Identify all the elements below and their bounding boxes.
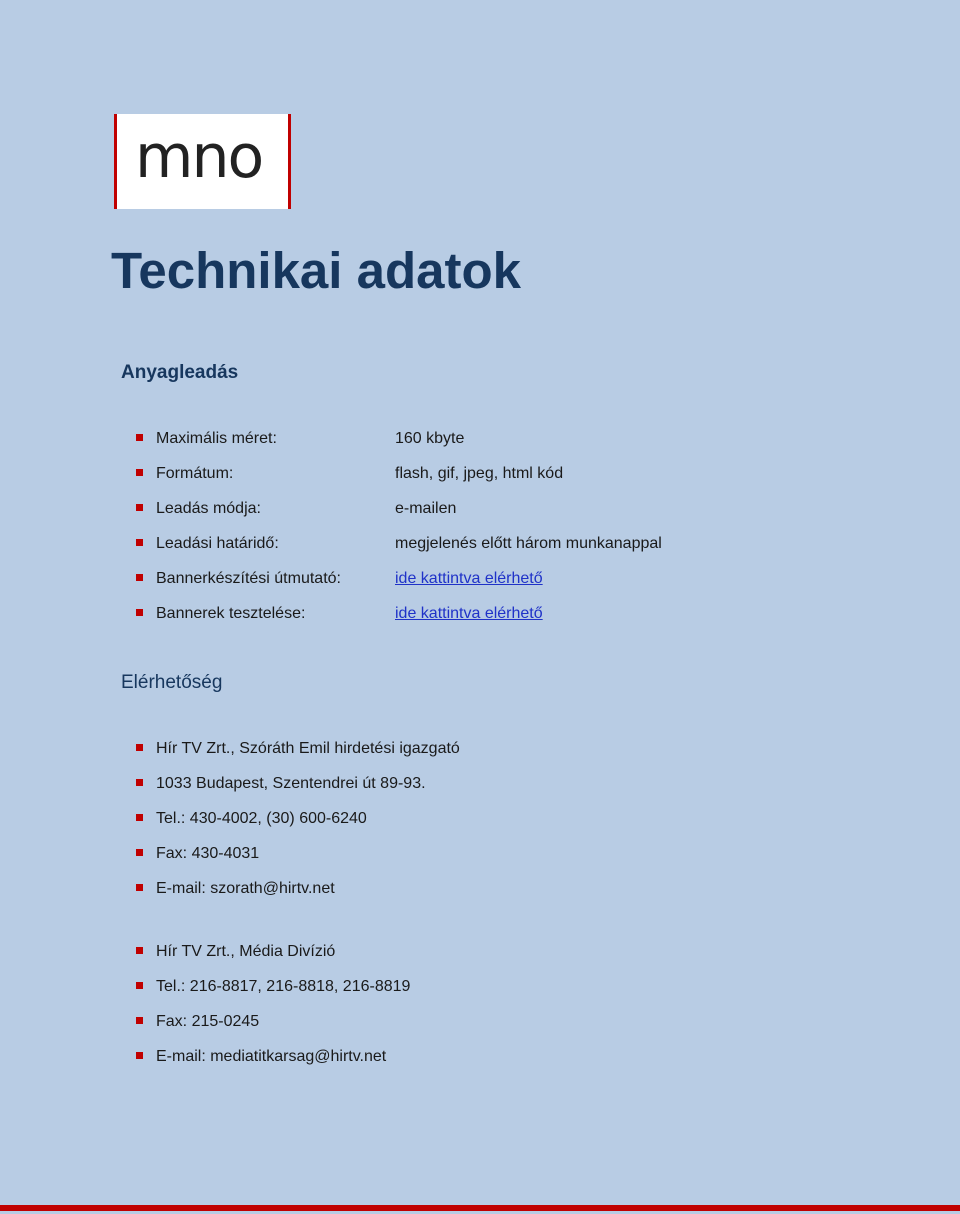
- bullet-icon: [136, 849, 143, 856]
- bullet-icon: [136, 982, 143, 989]
- section-heading-elerhetoseg: Elérhetőség: [121, 672, 223, 693]
- contact-text: Hír TV Zrt., Média Divízió: [156, 943, 336, 960]
- bullet-icon: [136, 744, 143, 751]
- contact-text: Tel.: 430-4002, (30) 600-6240: [156, 810, 367, 827]
- contact-text: E-mail: mediatitkarsag@hirtv.net: [156, 1048, 387, 1065]
- banner-testing-link[interactable]: ide kattintva elérhető: [395, 605, 543, 622]
- spec-label: Leadási határidő:: [156, 535, 279, 552]
- spec-label: Bannerkészítési útmutató:: [156, 570, 341, 587]
- spec-value: 160 kbyte: [395, 430, 465, 447]
- bullet-icon: [136, 539, 143, 546]
- spec-label: Maximális méret:: [156, 430, 277, 447]
- contact-text: Fax: 215-0245: [156, 1013, 260, 1030]
- banner-guide-link[interactable]: ide kattintva elérhető: [395, 570, 543, 587]
- spec-label: Leadás módja:: [156, 500, 261, 517]
- contact-text: Tel.: 216-8817, 216-8818, 216-8819: [156, 978, 411, 995]
- bullet-icon: [136, 884, 143, 891]
- spec-value: flash, gif, jpeg, html kód: [395, 465, 564, 482]
- contact-text: E-mail: szorath@hirtv.net: [156, 880, 335, 897]
- contact-text: Fax: 430-4031: [156, 845, 260, 862]
- mno-logo: [114, 114, 291, 209]
- bullet-icon: [136, 469, 143, 476]
- bullet-icon: [136, 434, 143, 441]
- bullet-icon: [136, 947, 143, 954]
- bullet-icon: [136, 814, 143, 821]
- bullet-icon: [136, 1017, 143, 1024]
- contact-text: Hír TV Zrt., Szóráth Emil hirdetési igazgató: [156, 740, 460, 757]
- bullet-icon: [136, 609, 143, 616]
- footer-divider: [0, 1205, 960, 1211]
- contact-text: 1033 Budapest, Szentendrei út 89-93.: [156, 775, 426, 792]
- logo-text: mno: [135, 122, 263, 192]
- spec-label: Formátum:: [156, 465, 234, 482]
- bullet-icon: [136, 504, 143, 511]
- spec-value: megjelenés előtt három munkanappal: [395, 535, 662, 552]
- bullet-icon: [136, 574, 143, 581]
- bullet-icon: [136, 779, 143, 786]
- spec-label: Bannerek tesztelése:: [156, 605, 306, 622]
- section-heading-anyagleadas: Anyagleadás: [121, 362, 239, 383]
- bullet-icon: [136, 1052, 143, 1059]
- spec-value: e-mailen: [395, 500, 457, 517]
- page-title: Technikai adatok: [111, 242, 522, 299]
